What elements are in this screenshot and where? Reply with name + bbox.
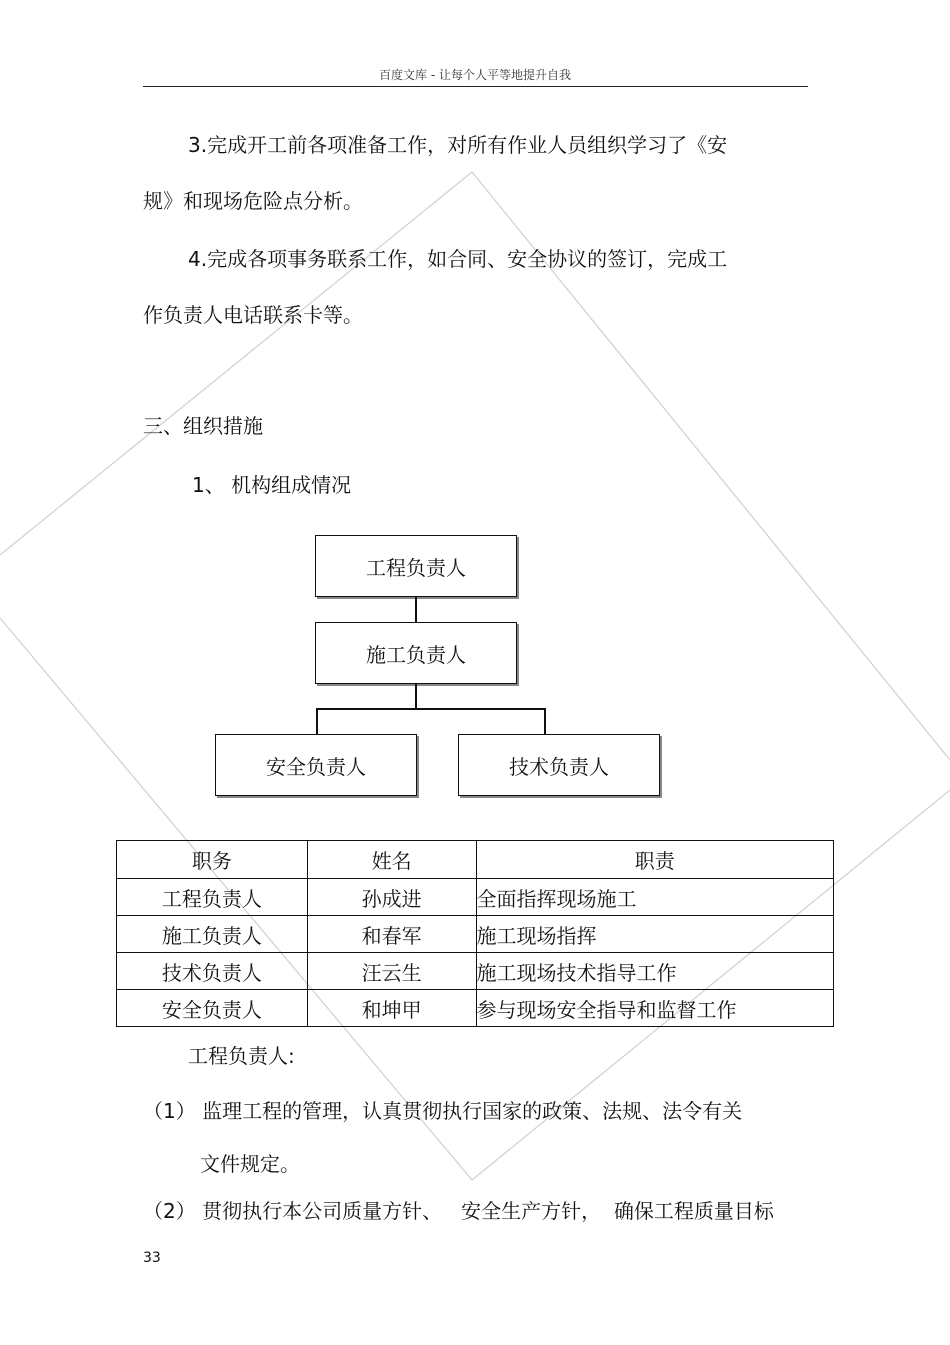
table-cell-name: 孙成进 — [307, 879, 476, 916]
paragraph-3-line-2: 规》和现场危险点分析。 — [143, 189, 363, 213]
page-header: 百度文库 - 让每个人平等地提升自我 — [379, 68, 571, 82]
table-cell-duty: 施工现场技术指导工作 — [476, 953, 834, 990]
table-cell-duty: 参与现场安全指导和监督工作 — [476, 990, 834, 1027]
duty-item-2-line-1: （2） 贯彻执行本公司质量方针、 安全生产方针， 确保工程质量目标 — [143, 1199, 774, 1223]
duty-table — [116, 840, 834, 1027]
duties-title: 工程负责人: — [188, 1044, 295, 1068]
duty-item-1-line-2: 文件规定。 — [200, 1152, 300, 1176]
table-cell-position: 技术负责人 — [117, 953, 308, 990]
org-connector — [316, 708, 545, 710]
table-header-position: 职务 — [117, 841, 308, 879]
table-header-name: 姓名 — [307, 841, 476, 879]
table-cell-name: 和坤甲 — [307, 990, 476, 1027]
section-heading: 三、组织措施 — [143, 414, 263, 438]
table-cell-duty: 施工现场指挥 — [476, 916, 834, 953]
paragraph-3-line-1: 3.完成开工前各项准备工作，对所有作业人员组织学习了《安 — [188, 133, 728, 157]
org-connector — [415, 684, 417, 708]
table-row — [117, 879, 834, 916]
table-row — [117, 953, 834, 990]
paragraph-4-line-1: 4.完成各项事务联系工作，如合同、安全协议的签订，完成工 — [188, 247, 728, 271]
section-subheading: 1、 机构组成情况 — [192, 473, 352, 497]
org-box-label: 技术负责人 — [509, 754, 609, 779]
org-box-label: 工程负责人 — [366, 555, 466, 580]
table-cell-position: 工程负责人 — [117, 879, 308, 916]
duty-item-1-line-1: （1） 监理工程的管理，认真贯彻执行国家的政策、法规、法令有关 — [143, 1099, 743, 1123]
table-header-row — [117, 841, 834, 879]
org-box-technical-lead — [458, 734, 660, 796]
org-connector — [415, 597, 417, 622]
table-header-duty: 职责 — [476, 841, 834, 879]
table-cell-duty: 全面指挥现场施工 — [476, 879, 834, 916]
page-number: 33 — [143, 1250, 161, 1266]
org-box-construction-lead — [315, 622, 517, 684]
org-box-label: 安全负责人 — [266, 754, 366, 779]
header-divider — [143, 86, 808, 87]
table-cell-position: 施工负责人 — [117, 916, 308, 953]
table-row — [117, 916, 834, 953]
org-box-label: 施工负责人 — [366, 642, 466, 667]
table-row — [117, 990, 834, 1027]
org-box-project-lead — [315, 535, 517, 597]
table-cell-position: 安全负责人 — [117, 990, 308, 1027]
org-box-safety-lead — [215, 734, 417, 796]
org-connector — [544, 708, 546, 735]
table-cell-name: 汪云生 — [307, 953, 476, 990]
org-connector — [316, 708, 318, 735]
paragraph-4-line-2: 作负责人电话联系卡等。 — [143, 303, 363, 327]
table-cell-name: 和春军 — [307, 916, 476, 953]
